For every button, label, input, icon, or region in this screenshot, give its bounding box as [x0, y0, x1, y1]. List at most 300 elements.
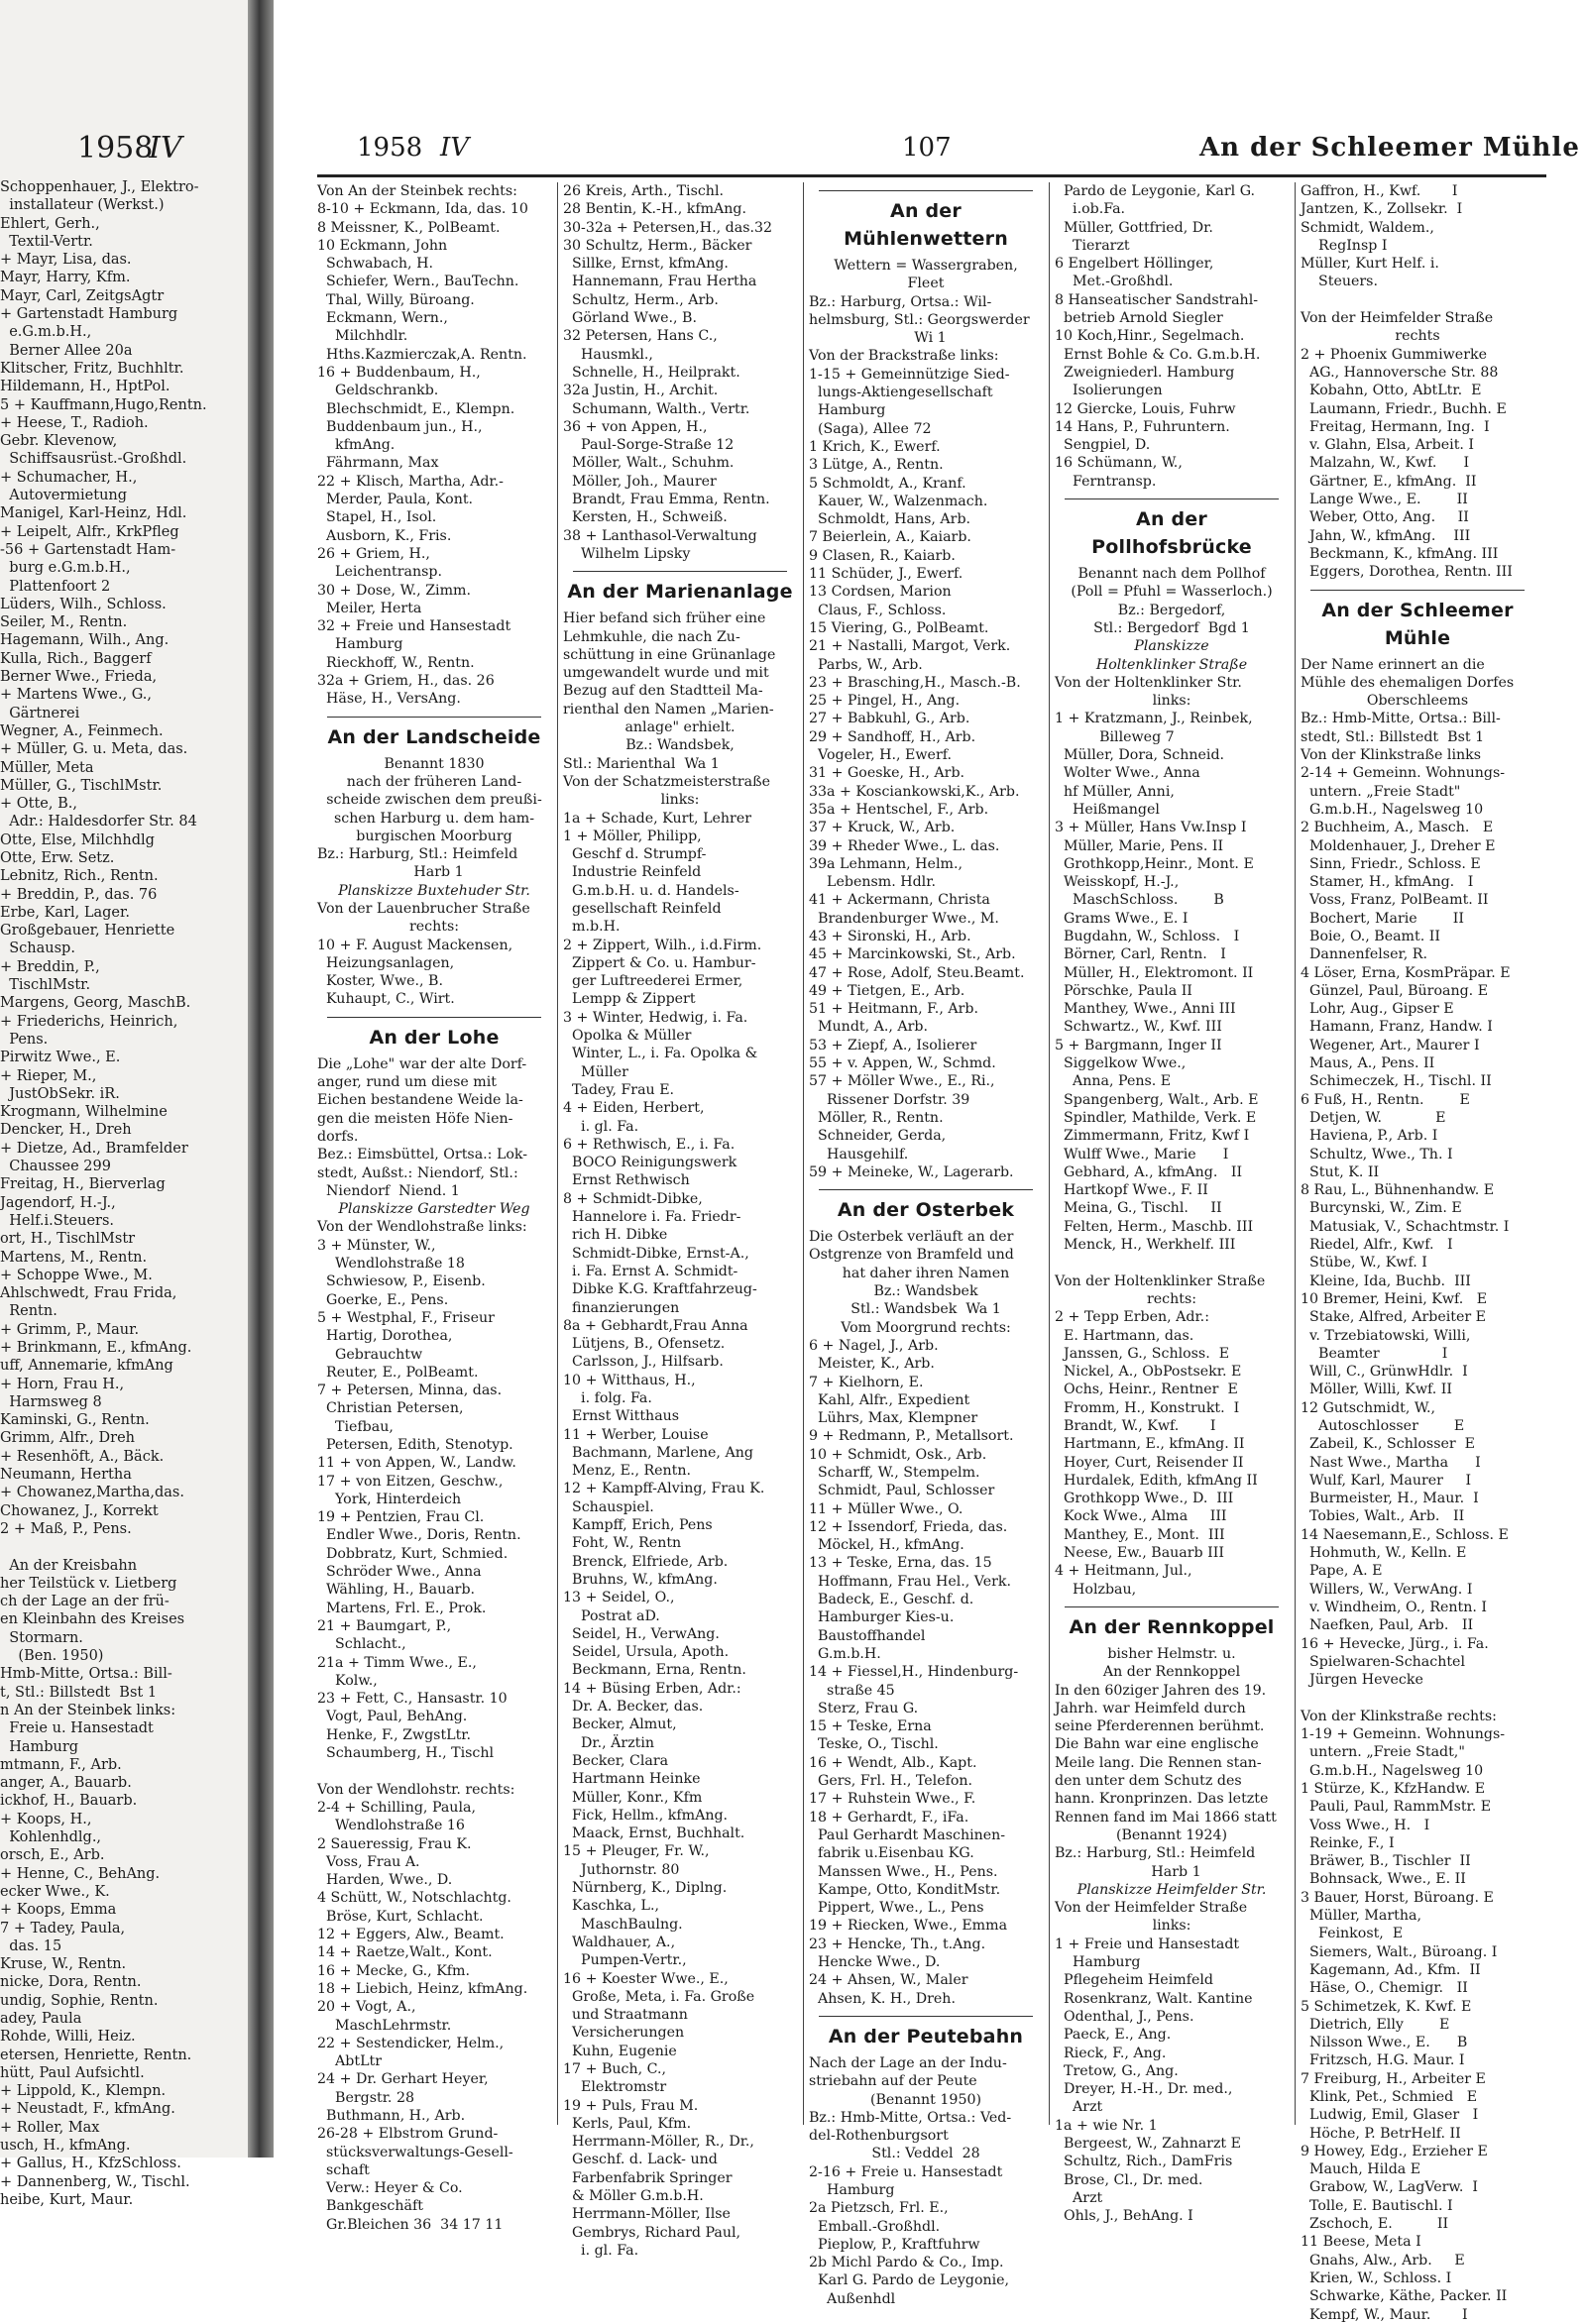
- directory-entry: Maus, A., Pens. II: [1301, 1055, 1435, 1072]
- directory-entry: Häse, H., VersAng.: [317, 691, 461, 708]
- facing-page-line: Großgebauer, Henriette: [0, 923, 175, 940]
- directory-entry: G.m.b.H. u. d. Handels-: [563, 882, 739, 899]
- directory-entry: Thal, Willy, Büroang.: [317, 291, 475, 308]
- directory-entry: Kuhn, Eugenie: [563, 2043, 677, 2059]
- facing-page-line: + Breddin, P.,: [0, 958, 100, 975]
- directory-entry: Wulf, Karl, Maurer I: [1301, 1472, 1472, 1489]
- directory-entry: i.ob.Fa.: [1055, 201, 1130, 218]
- directory-entry: Schultz, Herm., Arb.: [563, 291, 719, 308]
- directory-entry: Möller, R., Rentn.: [809, 1109, 944, 1126]
- facing-page-line: + Otte, B.,: [0, 796, 77, 813]
- directory-entry: Gembrys, Richard Paul,: [563, 2224, 741, 2241]
- directory-entry: 1 + Möller, Philipp,: [563, 828, 702, 844]
- directory-entry: Lührs, Max, Klempner: [809, 1410, 978, 1427]
- facing-page-line: en Kleinbahn des Kreises: [0, 1611, 185, 1628]
- directory-entry: Beckmann, K., kfmAng. III: [1301, 545, 1499, 562]
- directory-entry: 18 + Gerhardt, F., iFa.: [809, 1809, 969, 1826]
- directory-entry: Müller: [563, 1063, 633, 1080]
- directory-entry: 31 + Goeske, H., Arb.: [809, 765, 965, 782]
- directory-entry: Becker, Almut,: [563, 1716, 677, 1733]
- directory-entry: Detjen, W. E: [1301, 1109, 1446, 1126]
- street-heading: An der Landscheide: [327, 725, 541, 748]
- directory-entry: Pumpen-Vertr.,: [563, 1952, 692, 1969]
- directory-entry: Schwartz., W., Kwf. III: [1055, 1019, 1222, 1036]
- directory-entry: Wegener, Art., Maurer I: [1301, 1037, 1480, 1053]
- directory-entry: Bez.: Eimsbüttel, Ortsa.: Lok-: [317, 1147, 528, 1163]
- directory-entry: Nickel, A., ObPostsekr. E: [1055, 1364, 1242, 1381]
- directory-entry: 16 Schümann, W.,: [1055, 455, 1183, 472]
- facing-page-line: -56 + Gartenstadt Ham-: [0, 541, 176, 558]
- directory-entry: Die „Lohe" war der alte Dorf-: [317, 1055, 527, 1072]
- directory-entry: umgewandelt wurde und mit: [563, 665, 769, 682]
- directory-entry: Burmeister, H., Maur. I: [1301, 1491, 1479, 1507]
- directory-entry: 32 + Freie und Hansestadt: [317, 618, 511, 635]
- directory-entry: E. Hartmann, das.: [1055, 1327, 1194, 1344]
- directory-entry: Zippert & Co. u. Hambur-: [563, 954, 756, 971]
- directory-entry: Benannt nach dem Pollhof: [1077, 566, 1266, 583]
- directory-entry: Brose, Cl., Dr. med.: [1055, 2171, 1203, 2188]
- facing-page-line: + Leipelt, Alfr., KrkPfleg: [0, 523, 179, 540]
- directory-entry: Manssen Wwe., H., Pens.: [809, 1863, 998, 1880]
- facing-page-line: Freitag, H., Bierverlag: [0, 1176, 170, 1193]
- directory-entry: Zweigniederl. Hamburg: [1055, 364, 1235, 381]
- directory-entry: 1 + Freie und Hansestadt: [1055, 1936, 1240, 1952]
- directory-entry: i. gl. Fa.: [563, 2242, 643, 2259]
- directory-entry: MaschLehrmstr.: [317, 2017, 456, 2034]
- directory-entry: Stake, Alfred, Arbeiter E: [1301, 1309, 1487, 1326]
- directory-entry: Buddenbaum jun., H.,: [317, 418, 483, 435]
- directory-entry: Hamburg: [317, 636, 403, 653]
- facing-page-line: Gärtnerei: [0, 705, 80, 721]
- directory-entry: Dibke K.G. Kraftfahrzeug-: [563, 1281, 757, 1298]
- directory-entry: 2-16 + Freie u. Hansestadt: [809, 2163, 1003, 2180]
- directory-entry: Bz.: Hmb-Mitte, Ortsa.: Ved-: [809, 2109, 1012, 2126]
- directory-entry: Emball.-Großhdl.: [809, 2218, 945, 2235]
- facing-page-line: + Rieper, M.,: [0, 1067, 97, 1084]
- directory-entry: Karl G. Pardo de Leygonie,: [809, 2272, 1010, 2289]
- facing-page-line: + Koops, Emma: [0, 1902, 117, 1919]
- directory-entry: AbtLtr: [317, 2053, 387, 2070]
- directory-entry: i. gl. Fa.: [563, 1118, 643, 1135]
- directory-entry: 16 + Wendt, Alb., Kapt.: [809, 1754, 977, 1771]
- directory-entry: Gaffron, H., Kwf. I: [1301, 183, 1458, 199]
- facing-page-line: Harmsweg 8: [0, 1393, 102, 1410]
- facing-page-line: usch, H., kfmAng.: [0, 2138, 131, 2155]
- directory-entry: 1a + Schade, Kurt, Lehrer: [563, 810, 751, 827]
- facing-page-line: Berner Allee 20a: [0, 342, 133, 359]
- directory-entry: Seidel, H., VerwAng.: [563, 1625, 720, 1642]
- directory-entry: Naefken, Paul, Arb. II: [1301, 1617, 1474, 1634]
- directory-entry: Jahn, W., kfmAng. III: [1301, 527, 1471, 544]
- directory-entry: 2 + Zippert, Wilh., i.d.Firm.: [563, 937, 762, 953]
- directory-entry: 12 Gutschmidt, W.,: [1301, 1399, 1436, 1416]
- facing-page-line: nicke, Dora, Rentn.: [0, 1974, 142, 1991]
- directory-entry: 32 Petersen, Hans C.,: [563, 328, 718, 345]
- directory-entry: rich H. Dibke: [563, 1227, 672, 1244]
- directory-entry: Manthey, E., Mont. III: [1055, 1526, 1225, 1543]
- facing-page-line: Schoppenhauer, J., Elektro-: [0, 179, 199, 195]
- directory-entry: 11 + von Appen, W., Landw.: [317, 1455, 516, 1472]
- directory-entry: Stapel, H., Isol.: [317, 509, 437, 526]
- facing-page-line: + Gallus, H., KfzSchloss.: [0, 2156, 181, 2172]
- directory-entry: Martens, Frl. E., Prok.: [317, 1600, 487, 1616]
- facing-page-line: Schiffsausrüst.-Großhdl.: [0, 451, 187, 468]
- directory-entry: 6 Engelbert Höllinger,: [1055, 256, 1214, 273]
- directory-entry: Weisskopf, H.-J.,: [1055, 874, 1180, 891]
- directory-entry: 12 + Kampff-Alving, Frau K.: [563, 1481, 765, 1497]
- directory-entry: Bruhns, W., kfmAng.: [563, 1571, 718, 1588]
- directory-entry: Die Osterbek verläuft an der: [809, 1229, 1014, 1246]
- directory-entry: Vom Moorgrund rechts:: [841, 1319, 1011, 1336]
- directory-entry: Scharff, W., Stempelm.: [809, 1465, 980, 1481]
- directory-entry: Schwiesow, P., Eisenb.: [317, 1273, 486, 1290]
- facing-page-line: + Schumacher, H.,: [0, 469, 138, 486]
- directory-entry: 3 + Winter, Hedwig, i. Fa.: [563, 1009, 748, 1026]
- facing-page-line: + Henne, C., BehAng.: [0, 1865, 161, 1882]
- directory-entry: Waldhauer, A.,: [563, 1934, 676, 1950]
- directory-entry: G.m.b.H., Nagelsweg 10: [1301, 801, 1484, 818]
- directory-entry: schüttung in eine Grünanlage: [563, 646, 776, 663]
- directory-entry: Christian Petersen,: [317, 1400, 464, 1417]
- directory-entry: Siemers, Walt., Büroang. I: [1301, 1943, 1498, 1960]
- facing-page-line: burg e.G.m.b.H.,: [0, 560, 131, 577]
- directory-entry: Tobies, Walt., Arb. II: [1301, 1508, 1465, 1525]
- directory-entry: 59 + Meineke, W., Lagerarb.: [809, 1163, 1014, 1180]
- directory-entry: Reuter, E., PolBeamt.: [317, 1364, 479, 1381]
- directory-entry: Postrat aD.: [563, 1607, 665, 1624]
- facing-page-line: Müller, Meta: [0, 759, 94, 776]
- directory-entry: Hoyer, Curt, Reisender II: [1055, 1454, 1244, 1471]
- directory-entry: Carlsson, J., Hilfsarb.: [563, 1354, 724, 1371]
- directory-entry: 2b Michl Pardo & Co., Imp.: [809, 2255, 1009, 2271]
- directory-entry: MaschSchloss. B: [1055, 892, 1224, 909]
- directory-entry: Haviena, P., Arb. I: [1301, 1128, 1438, 1145]
- directory-entry: Moldenhauer, J., Dreher E: [1301, 837, 1496, 854]
- directory-entry: Stl.: Marienthal Wa 1: [563, 755, 720, 772]
- directory-entry: ger Luftreederei Ermer,: [563, 973, 743, 990]
- directory-entry: Bröse, Kurt, Schlacht.: [317, 1908, 484, 1925]
- directory-entry: 30-32a + Petersen,H., das.32: [563, 219, 773, 236]
- street-heading: An der Marienanlage: [567, 581, 793, 604]
- facing-page-line: Erbe, Karl, Lager.: [0, 904, 130, 921]
- directory-entry: Wulff Wwe., Marie I: [1055, 1146, 1229, 1162]
- directory-entry: Bz.: Harburg, Stl.: Heimfeld: [317, 846, 518, 863]
- directory-entry: 3 + Münster, W.,: [317, 1237, 436, 1254]
- directory-entry: 3 Bauer, Horst, Büroang. E: [1301, 1889, 1494, 1906]
- facing-page-line: Müller, G., TischlMstr.: [0, 777, 163, 794]
- directory-entry: RegInsp I: [1301, 237, 1388, 254]
- directory-entry: Elektromstr: [563, 2079, 671, 2096]
- facing-page-line: Textil-Vertr.: [0, 233, 98, 250]
- directory-entry: Dreyer, H.-H., Dr. med.,: [1055, 2081, 1233, 2098]
- section-rule: [819, 2016, 1033, 2017]
- directory-entry: gen die meisten Höfe Nien-: [317, 1110, 513, 1127]
- facing-page-line: adey, Paula: [0, 2010, 82, 2027]
- street-heading: An der Peutebahn: [828, 2025, 1024, 2047]
- directory-entry: 5 Schimetzek, K. Kwf. E: [1301, 1998, 1472, 2015]
- directory-entry: Müller, H., Elektromont. II: [1055, 964, 1254, 981]
- directory-entry: Von der Brackstraße links:: [809, 348, 999, 365]
- column-4: [1055, 182, 1289, 2225]
- directory-entry: Müller, Kurt Helf. i.: [1301, 256, 1439, 273]
- directory-entry: del-Rothenburgsort: [809, 2128, 949, 2145]
- directory-entry: Hamann, Franz, Handw. I: [1301, 1019, 1493, 1036]
- directory-entry: Brandt, W., Kwf. I: [1055, 1418, 1216, 1434]
- directory-entry: Becker, Clara: [563, 1752, 673, 1769]
- directory-entry: Ernst Rethwisch: [563, 1172, 695, 1189]
- directory-entry: (Benannt 1924): [1115, 1826, 1228, 1843]
- directory-entry: Bankgeschäft: [317, 2198, 423, 2215]
- directory-entry: Kagemann, Ad., Kfm. II: [1301, 1961, 1481, 1978]
- directory-entry: Isolierungen: [1055, 383, 1163, 399]
- section-rule: [819, 190, 1033, 191]
- directory-entry: Kuhaupt, C., Wirt.: [317, 991, 460, 1008]
- directory-entry: 23 + Fett, C., Hansastr. 10: [317, 1691, 508, 1708]
- directory-entry: 2 + Phoenix Gummiwerke: [1301, 346, 1487, 363]
- directory-entry: Kerls, Paul, Kfm.: [563, 2115, 696, 2132]
- directory-entry: Autoschlosser E: [1301, 1418, 1465, 1434]
- directory-entry: Bohnsack, Wwe., E. II: [1301, 1871, 1466, 1888]
- directory-entry: Hartkopf Wwe., F. II: [1055, 1182, 1208, 1199]
- directory-entry: Paul-Sorge-Straße 12: [563, 437, 735, 454]
- directory-entry: Voss, Franz, PolBeamt. II: [1301, 892, 1489, 909]
- directory-entry: 2-4 + Schilling, Paula,: [317, 1799, 476, 1816]
- directory-entry: 9 Howey, Edg., Erzieher E: [1301, 2143, 1488, 2159]
- directory-entry: 49 + Tietgen, E., Arb.: [809, 982, 965, 999]
- facing-page-line: Lebnitz, Rich., Rentn.: [0, 868, 159, 885]
- directory-entry: Zimmermann, Fritz, Kwf I: [1055, 1128, 1250, 1145]
- facing-page-line: ickhof, H., Bauarb.: [0, 1793, 138, 1810]
- directory-entry: 55 + v. Appen, W., Schmd.: [809, 1055, 996, 1072]
- directory-entry: Schwarke, Käthe, Packer. II: [1301, 2288, 1508, 2305]
- directory-entry: 17 + von Eitzen, Geschw.,: [317, 1473, 504, 1490]
- directory-entry: Hier befand sich früher eine: [563, 610, 766, 627]
- directory-entry: Eichen bestandene Weide la-: [317, 1092, 523, 1109]
- directory-entry: Lehmkuhle, die nach Zu-: [563, 628, 740, 645]
- directory-entry: Zschoch, E. II: [1301, 2216, 1449, 2233]
- directory-entry: untern. „Freie Stadt,": [1301, 1744, 1465, 1761]
- facing-page-line: ecker Wwe., K.: [0, 1883, 110, 1900]
- directory-entry: Bezug auf den Stadtteil Ma-: [563, 683, 763, 700]
- directory-entry: m.b.H.: [563, 919, 624, 936]
- directory-entry: v. Windheim, O., Rentn. I: [1301, 1599, 1488, 1615]
- directory-entry: gesellschaft Reinfeld: [563, 900, 722, 917]
- directory-entry: Wilhelm Lipsky: [563, 545, 695, 562]
- directory-entry: Mundt, A., Arb.: [809, 1019, 929, 1036]
- directory-entry: 6 Fuß, H., Rentn. E: [1301, 1091, 1470, 1108]
- directory-entry: helmsburg, Stl.: Georgswerder: [809, 311, 1030, 328]
- directory-entry: Hannelore i. Fa. Friedr-: [563, 1209, 741, 1226]
- column-2: [563, 182, 797, 2259]
- directory-entry: Lebensm. Hdlr.: [809, 874, 936, 891]
- facing-page-line: Plattenfoort 2: [0, 578, 111, 595]
- directory-entry: 2 Buchheim, A., Masch. E: [1301, 820, 1494, 836]
- directory-entry: 41 + Ackermann, Christa: [809, 892, 990, 909]
- street-heading: An der Rennkoppel: [1069, 1615, 1275, 1638]
- directory-entry: 10 + Schmidt, Osk., Arb.: [809, 1446, 987, 1463]
- section-rule: [1310, 590, 1525, 591]
- directory-entry: Will, C., GrünwHdlr. I: [1301, 1364, 1468, 1381]
- directory-entry: Pieplow, P., Kraftfuhrw: [809, 2236, 985, 2253]
- directory-entry: AG., Hannoversche Str. 88: [1301, 364, 1499, 381]
- directory-entry: Fährmann, Max: [317, 455, 439, 472]
- directory-entry: 29 + Sandhoff, H., Arb.: [809, 728, 976, 745]
- directory-entry: Teske, O., Tischl.: [809, 1736, 939, 1753]
- directory-entry: 1 Krich, K., Ewerf.: [809, 438, 941, 455]
- directory-entry: Häse, O., Chemigr. II: [1301, 1980, 1468, 1997]
- directory-entry: 32a Justin, H., Archit.: [563, 383, 723, 399]
- directory-entry: Felten, Herm., Maschb. III: [1055, 1218, 1254, 1235]
- directory-entry: 7 + Kielhorn, E.: [809, 1374, 924, 1390]
- directory-entry: Bergeest, W., Zahnarzt E: [1055, 2135, 1242, 2152]
- directory-entry: Pauli, Paul, RammMstr. E: [1301, 1799, 1492, 1816]
- facing-page-line: 2 + Maß, P., Pens.: [0, 1520, 132, 1537]
- street-heading: An der Mühlenwettern: [844, 200, 1008, 250]
- directory-entry: 13 Cordsen, Marion: [809, 584, 952, 601]
- directory-entry: [1301, 291, 1534, 309]
- directory-entry: 10 Eckmann, John: [317, 237, 448, 254]
- directory-entry: Hamburg: [809, 2181, 895, 2198]
- directory-entry: v. Trzebiatowski, Willi,: [1301, 1327, 1471, 1344]
- directory-entry: Farbenfabrik Springer: [563, 2169, 733, 2186]
- directory-entry: Blechschmidt, E., Klempn.: [317, 400, 515, 417]
- facing-page-line: Grimm, Alfr., Dreh: [0, 1430, 135, 1447]
- directory-entry: Nürnberg, K., Diplng.: [563, 1880, 732, 1897]
- directory-entry: Baustoffhandel: [809, 1627, 926, 1644]
- directory-entry: Menz, E., Rentn.: [563, 1463, 692, 1480]
- directory-entry: Bz.: Harburg, Ortsa.: Wil-: [809, 293, 992, 310]
- directory-entry: Von der Wendlohstr. rechts:: [317, 1781, 515, 1798]
- directory-entry: Pape, A. E: [1301, 1563, 1383, 1580]
- directory-entry: 22 + Sestendicker, Helm.,: [317, 2035, 505, 2051]
- directory-entry: Möller, Willi, Kwf. II: [1301, 1382, 1453, 1398]
- directory-entry: Große, Meta, i. Fa. Große: [563, 1988, 755, 2005]
- directory-entry: (Benannt 1950): [869, 2091, 982, 2108]
- facing-page-line: Kulla, Rich., Baggerf: [0, 650, 152, 667]
- directory-entry: Lempp & Zippert: [563, 991, 701, 1008]
- directory-entry: Möller, Joh., Maurer: [563, 473, 717, 490]
- facing-page-line: Manigel, Karl-Heinz, Hdl.: [0, 505, 187, 522]
- facing-page-line: Lüders, Wilh., Schloss.: [0, 596, 167, 612]
- directory-entry: seine Pferderennen berühmt.: [1055, 1718, 1265, 1735]
- facing-page-line: Autovermietung: [0, 488, 128, 504]
- directory-entry: 26-28 + Elbstrom Grund-: [317, 2126, 499, 2143]
- directory-entry: 27 + Babkuhl, G., Arb.: [809, 711, 970, 727]
- facing-page-line: Martens, M., Rentn.: [0, 1249, 148, 1266]
- directory-entry: 10 + Witthaus, H.,: [563, 1372, 696, 1388]
- directory-entry: striebahn auf der Peute: [809, 2073, 977, 2090]
- directory-entry: den unter dem Schutz des: [1055, 1773, 1242, 1790]
- directory-entry: Wendlohstraße 16: [317, 1818, 465, 1834]
- directory-entry: burgischen Moorburg: [356, 828, 512, 844]
- facing-page-line: Kruse, W., Rentn.: [0, 1956, 127, 1973]
- directory-entry: Fromm, H., Konstrukt. I: [1055, 1399, 1240, 1416]
- directory-entry: Wendlohstraße 18: [317, 1256, 465, 1273]
- directory-entry: 21 + Nastalli, Margot, Verk.: [809, 638, 1011, 655]
- facing-page-line: Otte, Erw. Setz.: [0, 849, 115, 866]
- facing-page-line: + Breddin, P., das. 76: [0, 886, 158, 903]
- facing-page-line: Ehlert, Gerh.,: [0, 215, 100, 232]
- facing-page-line: Rentn.: [0, 1303, 57, 1320]
- directory-entry: Meina, G., Tischl. II: [1055, 1200, 1222, 1217]
- section-rule: [327, 717, 541, 718]
- directory-entry: 7 Freiburg, H., Arbeiter E: [1301, 2070, 1486, 2087]
- directory-entry: Sengpiel, D.: [1055, 437, 1151, 454]
- facing-page-line: + Müller, G. u. Meta, das.: [0, 741, 188, 758]
- directory-entry: Kempf, W., Maur. I: [1301, 2306, 1468, 2323]
- facing-page-line: hütt, Paul Aufsichtl.: [0, 2064, 145, 2081]
- directory-entry: 28 Bentin, K.-H., kfmAng.: [563, 201, 746, 218]
- directory-entry: Grabow, W., LagVerw. I: [1301, 2179, 1479, 2196]
- facing-page-line: Helf.i.Steuers.: [0, 1212, 119, 1229]
- planskizze-note: Planskizze Buxtehuder Str.: [338, 882, 530, 899]
- directory-entry: Henke, F., ZwgstLtr.: [317, 1726, 476, 1743]
- directory-entry: Dannenfelser, R.: [1301, 946, 1427, 963]
- directory-entry: 14 Hans, P., Fuhruntern.: [1055, 418, 1235, 435]
- facing-page-line: Dencker, H., Dreh: [0, 1122, 132, 1139]
- directory-entry: links:: [660, 792, 700, 809]
- directory-entry: 14 + Büsing Erben, Adr.:: [563, 1680, 741, 1697]
- directory-entry: Fick, Hellm., kfmAng.: [563, 1807, 729, 1824]
- directory-entry: fabrik u.Eisenbau KG.: [809, 1845, 979, 1862]
- directory-entry: lungs-Aktiengesellschaft: [809, 385, 993, 401]
- facing-year: 1958: [77, 131, 154, 166]
- facing-page-line: uff, Annemarie, kfmAng: [0, 1358, 173, 1375]
- directory-entry: Von der Lauenbrucher Straße: [317, 900, 530, 917]
- directory-entry: Hamburg: [1055, 1954, 1141, 1971]
- directory-entry: & Möller G.m.b.H.: [563, 2188, 709, 2205]
- directory-entry: Eggers, Dorothea, Rentn. III: [1301, 564, 1513, 581]
- directory-entry: Paeck, E., Ang.: [1055, 2027, 1172, 2044]
- directory-entry: Stübe, W., Kwf. I: [1301, 1255, 1427, 1272]
- page-title: An der Schleemer Mühle: [1199, 133, 1580, 163]
- directory-entry: 16 + Mecke, G., Kfm.: [317, 1962, 475, 1979]
- facing-page-line: orsch, E., Arb.: [0, 1847, 105, 1864]
- directory-entry: 2 Saueressig, Frau K.: [317, 1835, 472, 1852]
- directory-entry: An der Rennkoppel: [1102, 1664, 1241, 1681]
- directory-entry: Laumann, Friedr., Buchh. E: [1301, 400, 1507, 417]
- facing-page-line: Kohlenhdlg.,: [0, 1829, 102, 1846]
- directory-entry: Nilsson Wwe., E. B: [1301, 2035, 1468, 2051]
- facing-page-line: ch der Lage an der frü-: [0, 1594, 170, 1610]
- directory-entry: Jantzen, K., Zollsekr. I: [1301, 201, 1463, 218]
- running-header: [317, 133, 1580, 172]
- directory-entry: Nach der Lage an der Indu-: [809, 2054, 1007, 2071]
- directory-entry: Rosenkranz, Walt. Kantine: [1055, 1990, 1253, 2007]
- directory-entry: Schmoldt, Hans, Arb.: [809, 511, 971, 528]
- directory-entry: Kolw.,: [317, 1672, 383, 1689]
- directory-entry: 6 + Rethwisch, E., i. Fa.: [563, 1136, 736, 1153]
- directory-entry: 23 + Brasching,H., Masch.-B.: [809, 674, 1021, 691]
- facing-page-line: installateur (Werkst.): [0, 197, 165, 214]
- directory-entry: Winter, L., i. Fa. Opolka &: [563, 1046, 758, 1062]
- directory-entry: Seidel, Ursula, Apoth.: [563, 1644, 730, 1661]
- facing-page-line: Pens.: [0, 1031, 49, 1048]
- directory-entry: 14 + Fiessel,H., Hindenburg-: [809, 1664, 1019, 1681]
- directory-entry: 18 + Liebich, Heinz, kfmAng.: [317, 1980, 528, 1997]
- directory-entry: Met.-Großhdl.: [1055, 274, 1178, 290]
- facing-page-line: + Neustadt, F., kfmAng.: [0, 2101, 175, 2118]
- directory-entry: Schultz, Wwe., Th. I: [1301, 1146, 1453, 1162]
- directory-entry: Dobbratz, Kurt, Schmied.: [317, 1545, 509, 1562]
- directory-entry: Wi 1: [905, 330, 947, 347]
- directory-entry: 8 Meissner, K., PolBeamt.: [317, 219, 501, 236]
- section-rule: [327, 1017, 541, 1018]
- section-rule: [573, 571, 787, 572]
- directory-entry: Manthey, Wwe., Anni III: [1055, 1001, 1236, 1018]
- directory-entry: 7 Beierlein, A., Kaiarb.: [809, 529, 971, 546]
- directory-entry: Ostgrenze von Bramfeld und: [809, 1247, 1014, 1264]
